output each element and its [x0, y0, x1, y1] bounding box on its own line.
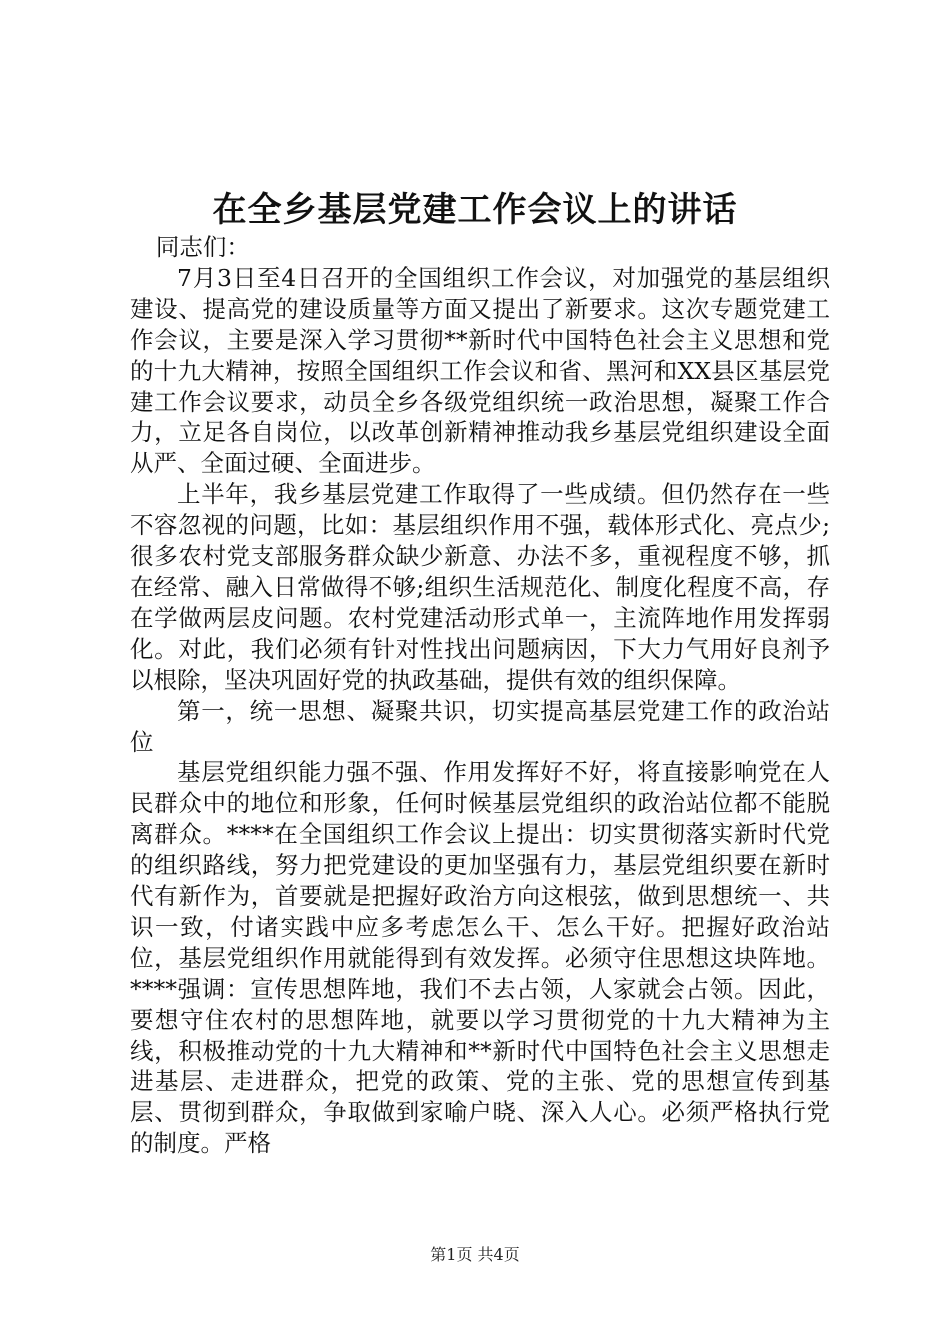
salutation: 同志们： [155, 233, 250, 261]
section-heading-1: 第一，统一思想、凝聚共识，切实提高基层党建工作的政治站位 [130, 696, 830, 756]
paragraph-3: 基层党组织能力强不强、作用发挥好不好，将直接影响党在人民群众中的地位和形象，任何时候基层党组织的政治站位都不能脱离群众。****在全国组织工作会议上提出：切实贯彻落实新时代党的组织路线，努力把党建设的更加坚强有力，基层党组织要在新时代有新作为，首要就是把握好政治方向这根弦，做到思想统一、共识一致，付诸实践中应多考虑怎么干、怎么干好。把握好政治站位，基层党组织作用就能得到有效发挥。必须守住思想这块阵地。****强调：宣传思想阵地，我们不去占领，人家就会占领。因此，要想守住农村的思想阵地，就要以学习贯彻党的十九大精神为主线，积极推动党的十九大精神和**新时代中国特色社会主义思想走进基层、走进群众，把党的政策、党的主张、党的思想宣传到基层、贯彻到群众，争取做到家喻户晓、深入人心。必须严格执行党的制度。严格 [130, 758, 830, 1158]
paragraph-1: 7月3日至4日召开的全国组织工作会议，对加强党的基层组织建设、提高党的建设质量等方面又提出了新要求。这次专题党建工作会议，主要是深入学习贯彻**新时代中国特色社会主义思想和党的十九大精神，按照全国组织工作会议和省、黑河和XX县区基层党建工作会议要求，动员全乡各级党组织统一政治思想，凝聚工作合力，立足各自岗位，以改革创新精神推动我乡基层党组织建设全面从严、全面过硬、全面进步。 [130, 263, 830, 478]
paragraph-2: 上半年，我乡基层党建工作取得了一些成绩。但仍然存在一些不容忽视的问题，比如：基层组织作用不强，载体形式化、亮点少;很多农村党支部服务群众缺少新意、办法不多，重视程度不够，抓在经常、融入日常做得不够;组织生活规范化、制度化程度不高，存在学做两层皮问题。农村党建活动形式单一，主流阵地作用发挥弱化。对此，我们必须有针对性找出问题病因，下大力气用好良剂予以根除，坚决巩固好党的执政基础，提供有效的组织保障。 [130, 480, 830, 694]
page-footer: 第1页 共4页 [430, 1245, 520, 1264]
document-body [130, 232, 830, 1159]
document-title: 在全乡基层党建工作会议上的讲话 [212, 190, 738, 230]
